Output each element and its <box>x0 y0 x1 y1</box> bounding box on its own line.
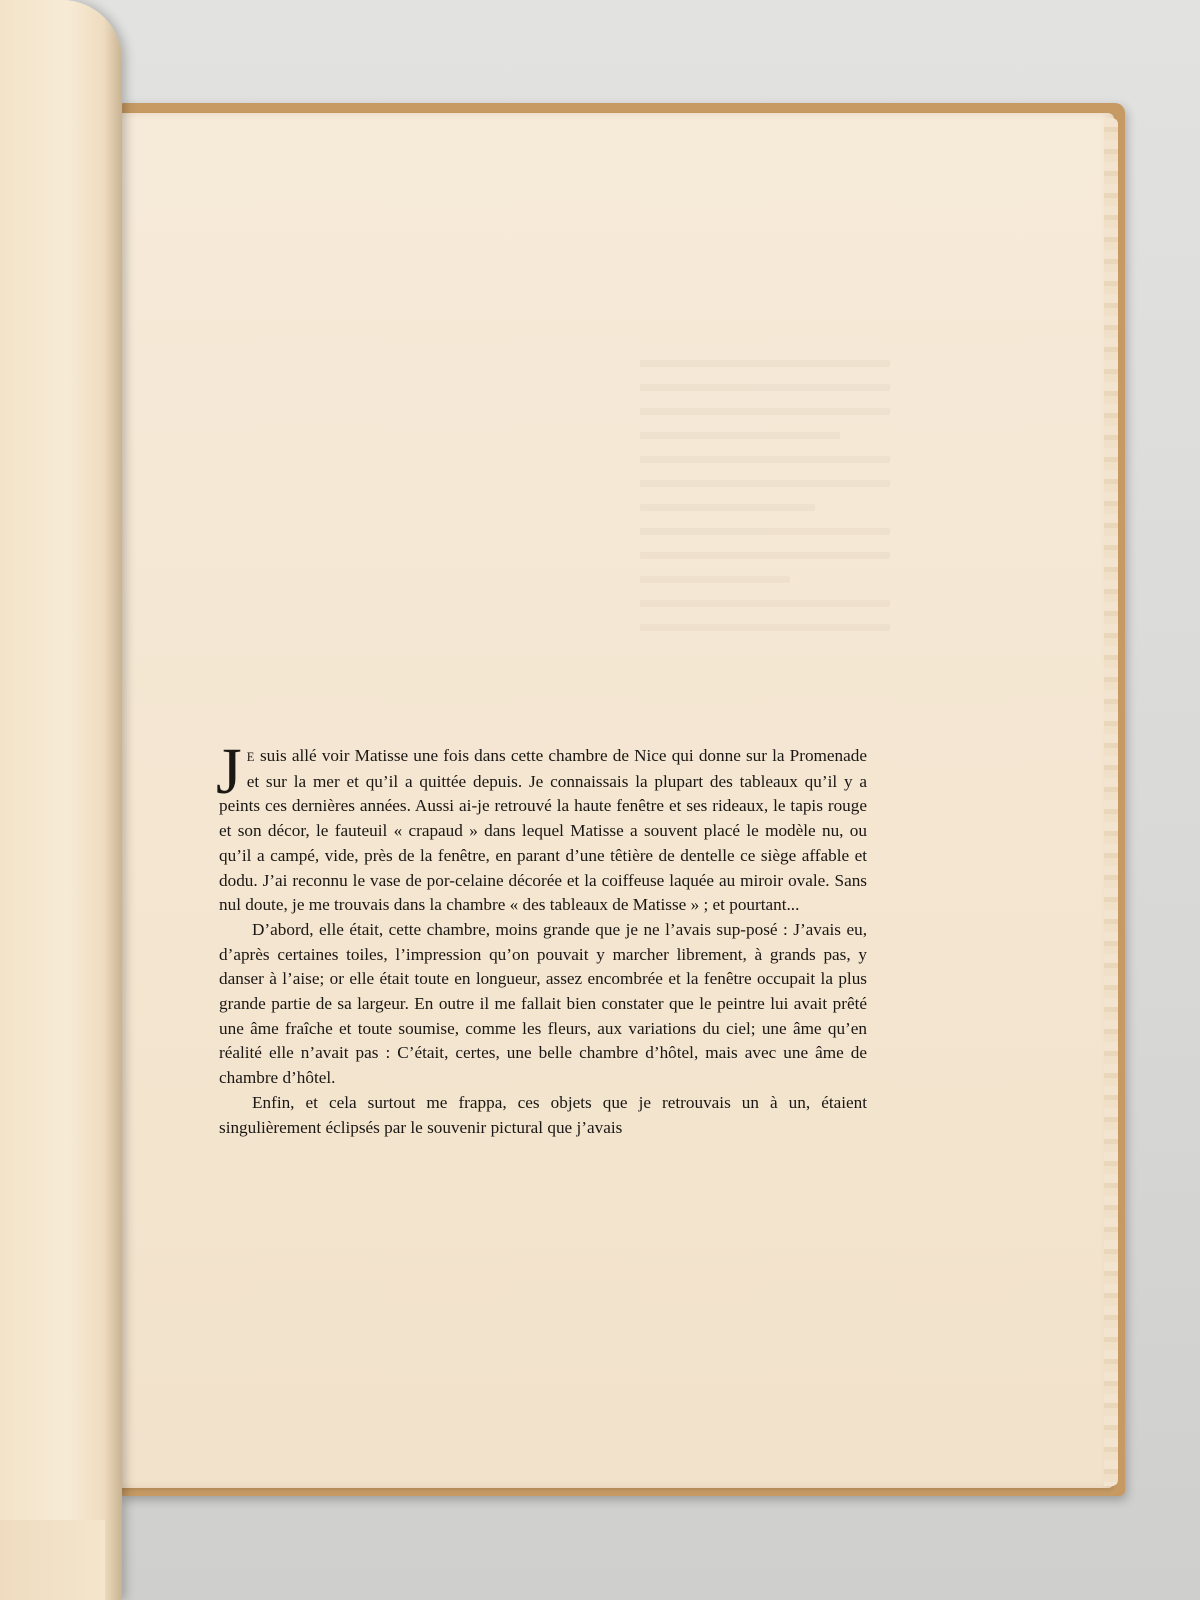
dropcap-letter: J <box>216 735 242 808</box>
dropcap-small-caps: E <box>246 750 255 764</box>
paragraph-1-text: suis allé voir Matisse une fois dans cette chambre de Nice qui donne sur la Promenade et sur la mer et qu’il a quittée depuis. Je connaissais la plupart des tableaux qu’il y a peints ces dernières années. Aussi ai-je retrouvé la haute fenêtre et ses rideaux, le tapis rouge et son décor, le fauteuil « crapaud » dans lequel Matisse a souvent placé le modèle nu, ou qu’il a campé, vide, près de la fenêtre, en parant d’une têtière de dentelle ce siège affable et dodu. J’ai reconnu le vase de por-celaine décorée et la coiffeuse laquée au miroir ovale. Sans nul doute, je me trouvais dans la chambre « des tableaux de Matisse » ; et pourtant... <box>219 746 867 915</box>
show-through-text <box>640 360 890 648</box>
paragraph-2: D’abord, elle était, cette chambre, moins grande que je ne l’avais sup-posé : J’avais eu, d’après certaines toiles, l’impression qu’on pouvait y marcher librement, à grands pas, y danser à l’aise; or elle était toute en longueur, assez encombrée et la fenêtre occupait la plus grande partie de sa largeur. En outre il me fallait bien constater que le peintre lui avait prêté une âme fraîche et toute soumise, comme les fleurs, aux variations du ciel; une âme qu’en réalité elle n’avait pas : C’était, certes, une belle chambre d’hôtel, mais avec une âme de chambre d’hôtel. <box>219 919 867 1088</box>
deckled-page-edge <box>1104 118 1118 1486</box>
curled-left-page <box>0 0 122 1600</box>
paragraph-1 <box>216 735 867 918</box>
paragraph-3: Enfin, et cela surtout me frappa, ces objets que je retrouvais un à un, étaient singulièrement éclipsés par le souvenir pictural que j’avais <box>219 1092 867 1137</box>
left-page-bottom <box>0 1520 105 1600</box>
text-block <box>216 735 867 1140</box>
